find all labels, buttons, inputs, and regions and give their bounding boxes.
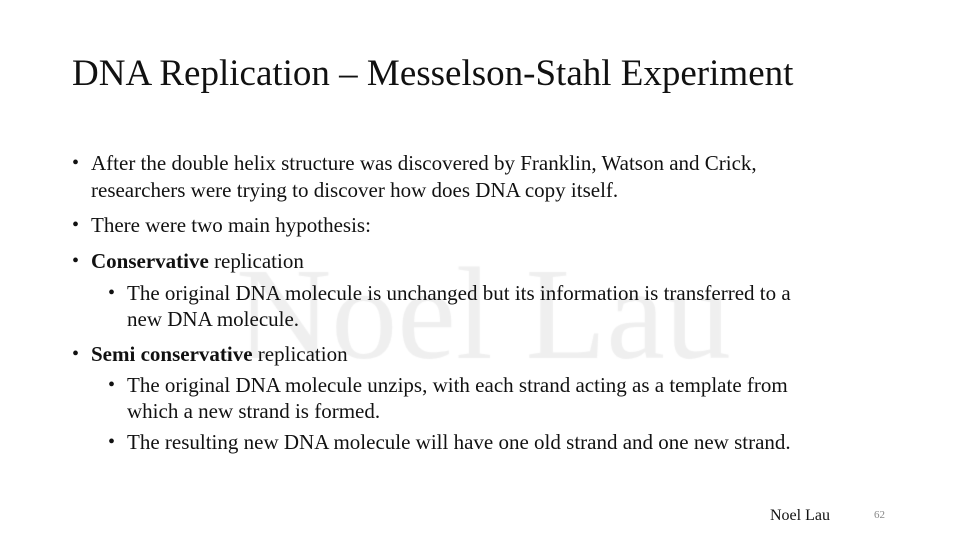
bullet-icon: •	[72, 214, 80, 236]
bullet-rest: replication	[208, 249, 304, 273]
page-number: 62	[874, 509, 885, 521]
sub-bullet-text: The original DNA molecule is unchanged but its information is transferred to a	[127, 281, 791, 305]
bullet-text: researchers were trying to discover how does DNA copy itself.	[91, 178, 619, 202]
bullet-rest: replication	[252, 342, 348, 366]
sub-bullet-icon: •	[108, 282, 116, 304]
bullet-text: There were two main hypothesis:	[91, 213, 371, 237]
bullet-text	[91, 251, 304, 272]
footer-author: Noel Lau	[770, 507, 830, 524]
sub-bullet-text: The resulting new DNA molecule will have one old strand and one new strand.	[127, 430, 791, 454]
slide-title: DNA Replication – Messelson-Stahl Experiment	[72, 53, 794, 94]
sub-bullet-icon: •	[108, 374, 116, 396]
bold-term: Semi conservative	[91, 342, 253, 366]
bullet-text	[91, 344, 348, 365]
bold-term: Conservative	[91, 249, 209, 273]
sub-bullet-text: new DNA molecule.	[127, 307, 300, 331]
sub-bullet-icon: •	[108, 431, 116, 453]
sub-bullet-text: which a new strand is formed.	[127, 399, 381, 423]
bullet-icon: •	[72, 152, 80, 174]
bullet-icon: •	[72, 343, 80, 365]
bullet-text: After the double helix structure was discovered by Franklin, Watson and Crick,	[91, 151, 757, 175]
bullet-icon: •	[72, 250, 80, 272]
sub-bullet-text: The original DNA molecule unzips, with each strand acting as a template from	[127, 373, 788, 397]
